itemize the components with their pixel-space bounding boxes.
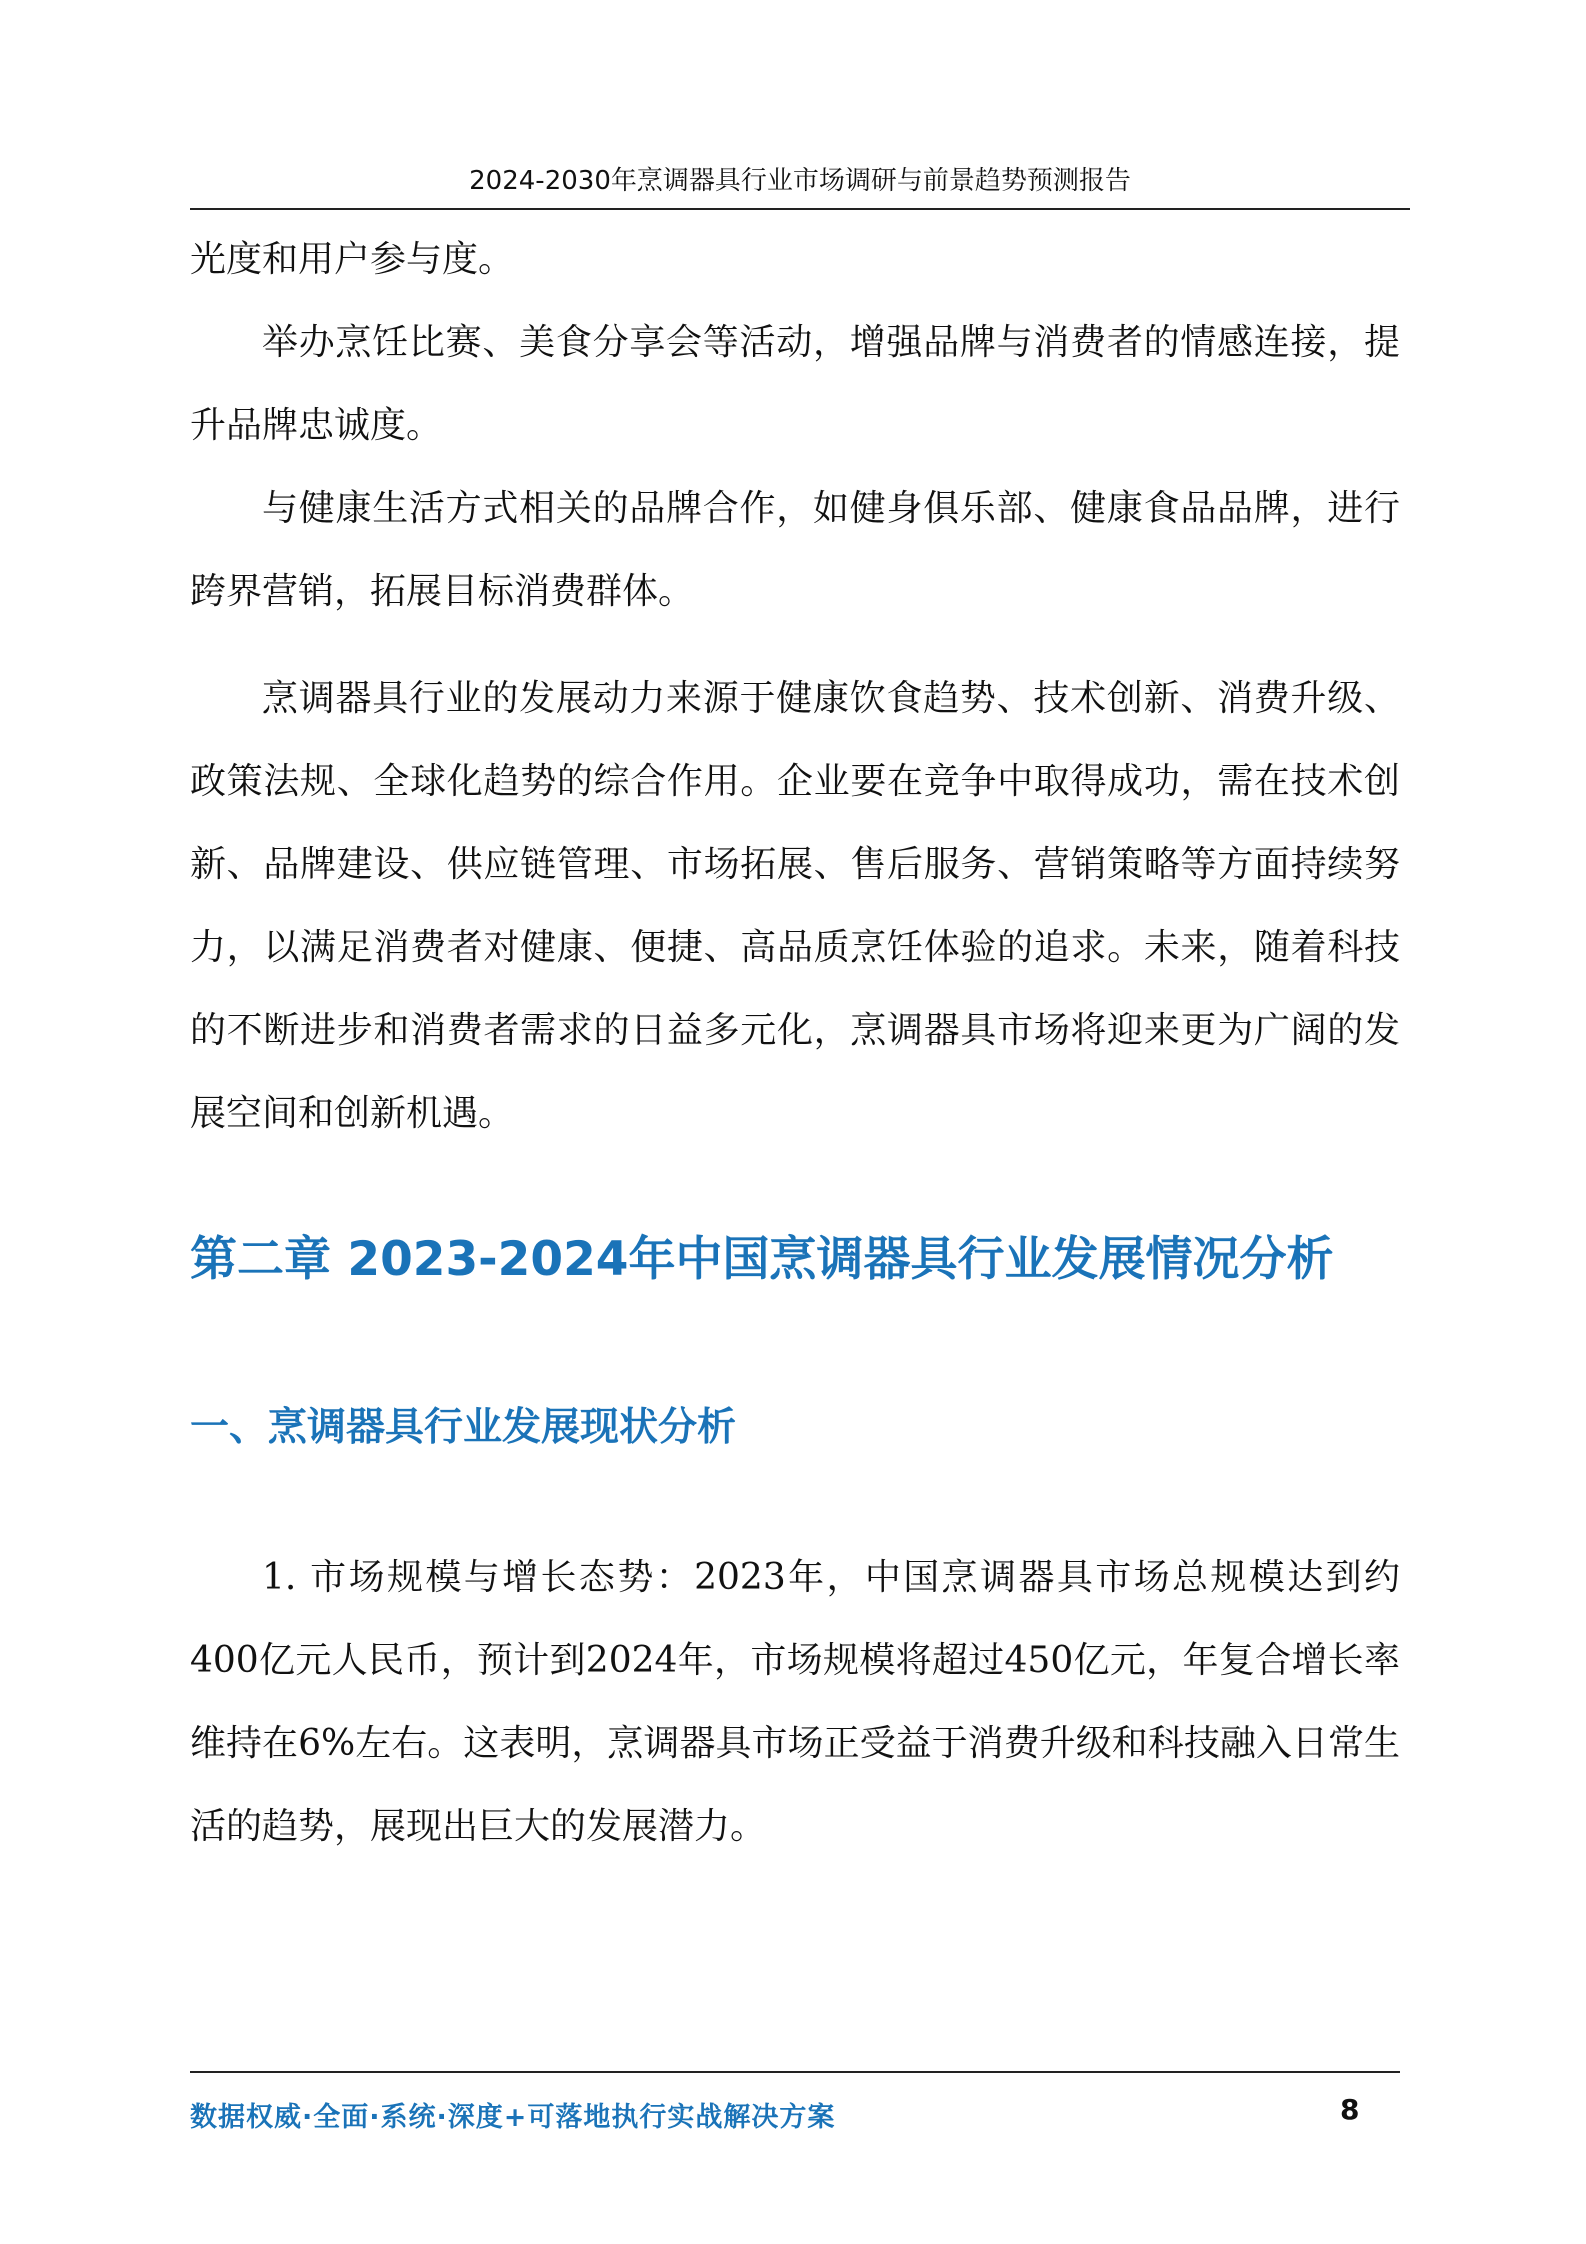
footer-slogan: 数据权威·全面·系统·深度+可落地执行实战解决方案 (190, 2102, 836, 2133)
spacer (190, 1290, 1400, 1402)
spacer (190, 1454, 1400, 1536)
page-body (190, 218, 1400, 1868)
paragraph-3: 与健康生活方式相关的品牌合作，如健身俱乐部、健康食品品牌，进行跨界营销，拓展目标消费群体。 (190, 488, 1400, 612)
paragraph-5: 1. 市场规模与增长态势：2023年，中国烹调器具市场总规模达到约400亿元人民币，预计到2024年，市场规模将超过450亿元，年复合增长率维持在6%左右。这表明，烹调器具市场正受益于消费升级和科技融入日常生活的趋势，展现出巨大的发展潜力。 (190, 1557, 1400, 1847)
paragraph-1: 光度和用户参与度。 (190, 239, 515, 280)
header-title: 2024-2030年烹调器具行业市场调研与前景趋势预测报告 (469, 166, 1131, 196)
spacer (190, 1155, 1400, 1230)
spacer (190, 633, 1400, 657)
paragraph-4: 烹调器具行业的发展动力来源于健康饮食趋势、技术创新、消费升级、政策法规、全球化趋势的综合作用。企业要在竞争中取得成功，需在技术创新、品牌建设、供应链管理、市场拓展、售后服务、营销策略等方面持续努力，以满足消费者对健康、便捷、高品质烹饪体验的追求。未来，随着科技的不断进步和消费者需求的日益多元化，烹调器具市场将迎来更为广阔的发展空间和创新机遇。 (190, 678, 1400, 1134)
page-number: 8 (1340, 2093, 1360, 2126)
paragraph-2: 举办烹饪比赛、美食分享会等活动，增强品牌与消费者的情感连接，提升品牌忠诚度。 (190, 322, 1400, 446)
footer-divider (190, 2071, 1400, 2073)
chapter-title: 第二章 2023-2024年中国烹调器具行业发展情况分析 (190, 1232, 1334, 1287)
page-header (190, 158, 1410, 210)
section-title: 一、烹调器具行业发展现状分析 (190, 1405, 737, 1450)
